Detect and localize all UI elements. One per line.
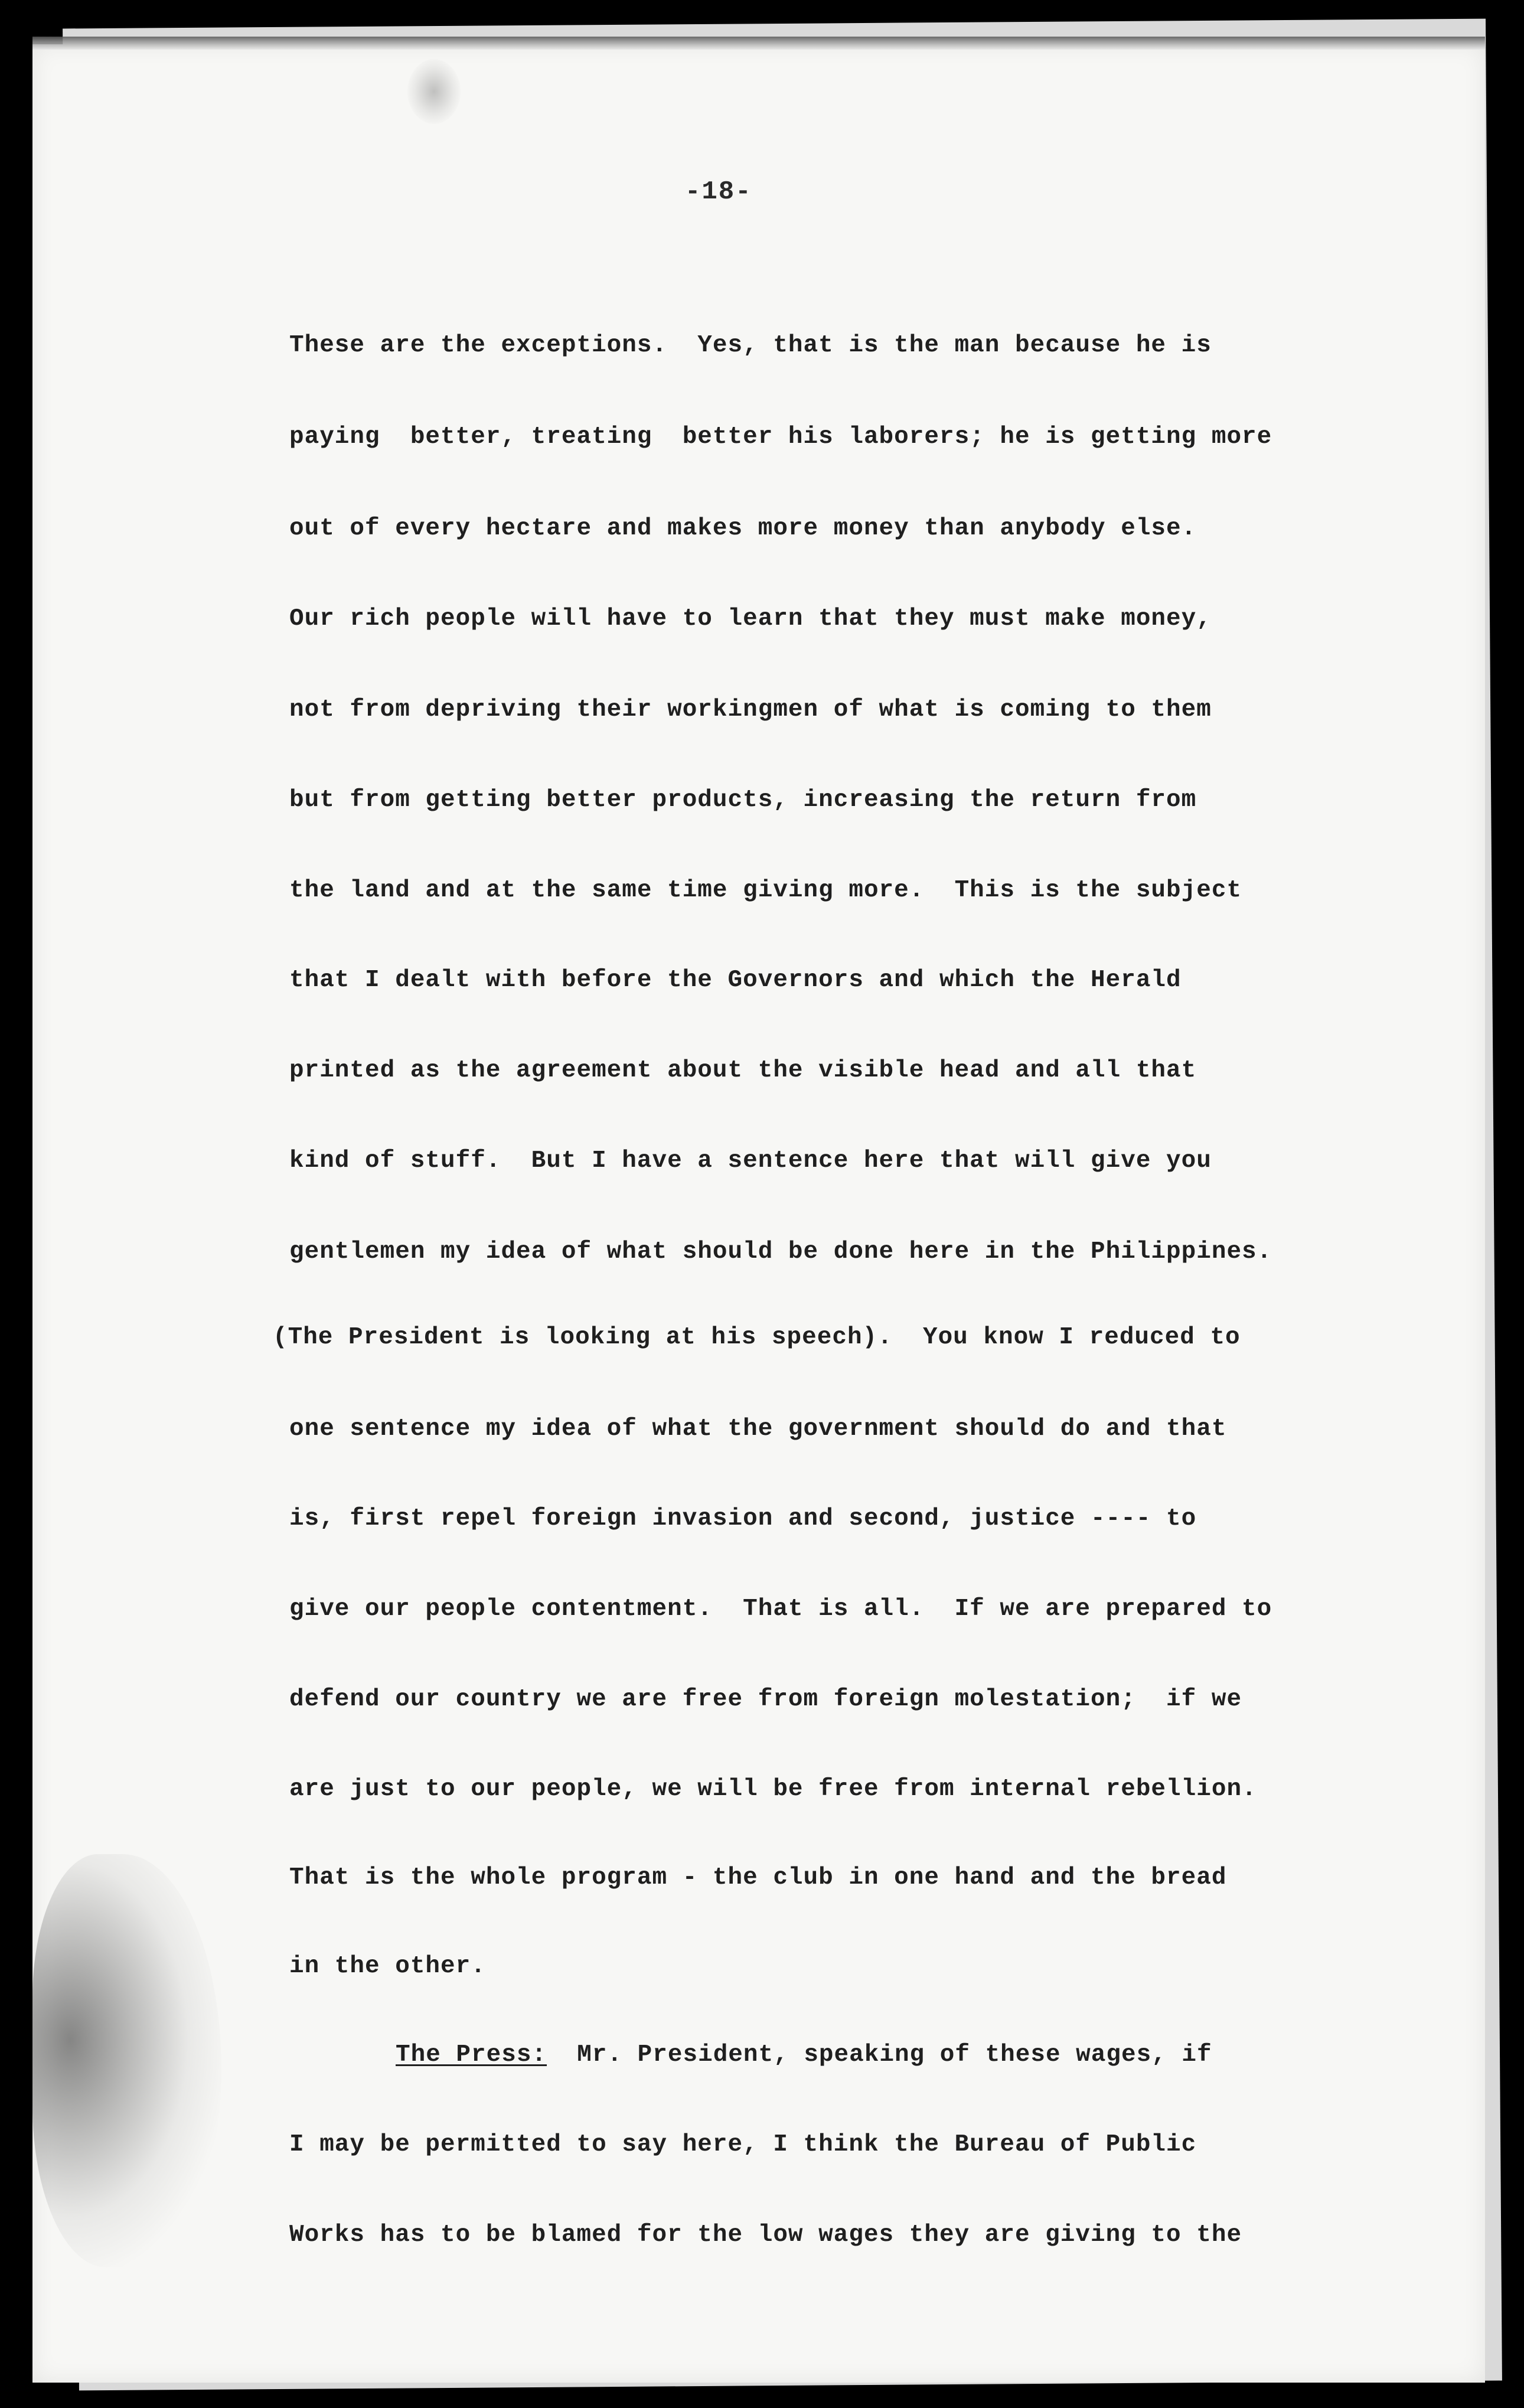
text-line: that I dealt with before the Governors and which the Herald — [289, 967, 1182, 994]
text-line: not from depriving their workingmen of what is coming to them — [289, 696, 1212, 723]
text-line: in the other. — [289, 1953, 486, 1980]
page-top-edge — [32, 37, 1485, 50]
text-line: kind of stuff. But I have a sentence here that will give you — [289, 1147, 1212, 1174]
text-line: (The President is looking at his speech). You know I reduced to — [273, 1324, 1241, 1351]
press-paragraph-first-line — [396, 2043, 1212, 2067]
text-line: are just to our people, we will be free from internal rebellion. — [289, 1776, 1257, 1803]
text-line: defend our country we are free from foreign molestation; if we — [289, 1686, 1242, 1713]
document-page — [32, 44, 1485, 2383]
text-line: but from getting better products, increasing the return from — [289, 787, 1197, 814]
text-line: I may be permitted to say here, I think the Bureau of Public — [289, 2131, 1197, 2158]
text-line: That is the whole program - the club in one hand and the bread — [289, 1864, 1227, 1891]
speaker-label: The Press: — [396, 2041, 547, 2068]
text-line: Works has to be blamed for the low wages they are giving to the — [289, 2221, 1242, 2249]
press-text: Mr. President, speaking of these wages, if — [547, 2041, 1212, 2068]
text-line: one sentence my idea of what the government should do and that — [289, 1415, 1227, 1443]
text-line: out of every hectare and makes more money than anybody else. — [289, 515, 1197, 542]
text-line: the land and at the same time giving more. This is the subject — [289, 877, 1242, 904]
text-line: Our rich people will have to learn that they must make money, — [289, 605, 1212, 632]
text-line: printed as the agreement about the visible head and all that — [289, 1057, 1197, 1084]
text-line: is, first repel foreign invasion and second, justice ---- to — [289, 1505, 1197, 1532]
text-line: give our people contentment. That is all. If we are prepared to — [289, 1595, 1272, 1623]
text-line: These are the exceptions. Yes, that is the man because he is — [289, 332, 1212, 359]
paper-stain — [407, 59, 461, 124]
text-line: paying better, treating better his laborers; he is getting more — [289, 423, 1272, 451]
page-number: -18- — [685, 177, 752, 207]
text-line: gentlemen my idea of what should be done here in the Philippines. — [289, 1238, 1272, 1265]
